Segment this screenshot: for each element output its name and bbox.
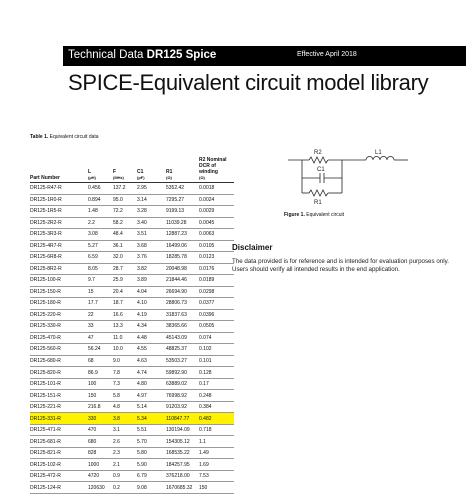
column-header-c1 [137,141,166,183]
cell-f-value: 20.4 [113,286,137,298]
cell-r2-value: 1.1 [199,436,234,448]
cell-r2-value: 1.69 [199,459,234,471]
cell-c1-value: 5.34 [137,413,166,425]
cell-c1-value: 3.28 [137,206,166,218]
table-row [30,401,234,413]
cell-f-value: 2.1 [113,459,137,471]
cell-f-value: 10.0 [113,344,137,356]
column-header-r2 [199,141,234,183]
cell-f-value: 0.9 [113,470,137,482]
cell-c1-value: 4.48 [137,332,166,344]
table-row [30,321,234,333]
cell-c1-value: 3.40 [137,217,166,229]
cell-f-value: 3.1 [113,424,137,436]
cell-c1-value: 4.80 [137,378,166,390]
cell-r2-value: 0.0045 [199,217,234,229]
disclaimer-title: Disclaimer [232,243,273,252]
cell-part-number: DR125-331-R [30,413,88,425]
cell-part-number: DR125-6R8-R [30,252,88,264]
cell-part-number: DR125-1R0-R [30,194,88,206]
table-row [30,206,234,218]
figure-caption [284,212,344,218]
cell-f-value: 137.2 [113,183,137,195]
cell-part-number: DR125-101-R [30,378,88,390]
cell-r1-value: 45143.09 [166,332,199,344]
cell-c1-value: 4.34 [137,321,166,333]
cell-r2-value: 0.17 [199,378,234,390]
table-row [30,436,234,448]
cell-r2-value: 0.0377 [199,298,234,310]
cell-l-value: 0.894 [88,194,113,206]
table-row [30,378,234,390]
cell-part-number: DR125-1R5-R [30,206,88,218]
column-header-unit: (MHz) [113,175,124,180]
cell-part-number: DR125-2R2-R [30,217,88,229]
cell-r1-value: 31837.63 [166,309,199,321]
cell-r2-value: 0.074 [199,332,234,344]
cell-f-value: 58.2 [113,217,137,229]
table-row [30,447,234,459]
cell-l-value: 828 [88,447,113,459]
cell-c1-value: 5.51 [137,424,166,436]
cell-part-number: DR125-R47-R [30,183,88,195]
cell-r1-value: 1670685.32 [166,482,199,494]
table-row [30,390,234,402]
cell-l-value: 5.27 [88,240,113,252]
table-row [30,252,234,264]
table-row [30,470,234,482]
cell-r2-value: 0.0396 [199,309,234,321]
cell-l-value: 150 [88,390,113,402]
table-row [30,309,234,321]
cell-r1-value: 28806.73 [166,298,199,310]
cell-r2-value: 0.0189 [199,275,234,287]
cell-r2-value: 0.0018 [199,183,234,195]
table-row [30,229,234,241]
cell-l-value: 47 [88,332,113,344]
cell-l-value: 9.7 [88,275,113,287]
cell-l-value: 470 [88,424,113,436]
cell-part-number: DR125-471-R [30,424,88,436]
disclaimer-text: The data provided is for reference and is intended for evaluation purposes only. Users should verify all intended results in the end application. [232,258,449,273]
table-caption-text: Equivalent circuit data [48,134,99,140]
column-header-l [88,141,113,183]
cell-c1-value: 3.68 [137,240,166,252]
table-row [30,194,234,206]
cell-f-value: 18.7 [113,298,137,310]
l1-inductor-symbol [366,157,394,161]
cell-part-number: DR125-151-R [30,390,88,402]
cell-r1-value: 376218.00 [166,470,199,482]
cell-part-number: DR125-8R2-R [30,263,88,275]
c1-label: C1 [317,167,325,173]
cell-r1-value: 59892.90 [166,367,199,379]
cell-f-value: 2.3 [113,447,137,459]
r2-label: R2 [314,150,322,156]
cell-r2-value: 0.248 [199,390,234,402]
cell-r2-value: 0.0123 [199,252,234,264]
table-row [30,332,234,344]
cell-l-value: 0.456 [88,183,113,195]
cell-f-value: 13.3 [113,321,137,333]
column-header-r1 [166,141,199,183]
cell-c1-value: 4.63 [137,355,166,367]
cell-l-value: 2.2 [88,217,113,229]
cell-r2-value: 0.718 [199,424,234,436]
cell-part-number: DR125-102-R [30,459,88,471]
cell-part-number: DR125-221-R [30,401,88,413]
cell-r2-value: 0.128 [199,367,234,379]
cell-c1-value: 5.80 [137,447,166,459]
cell-r1-value: 9199.13 [166,206,199,218]
cell-r2-value: 0.0176 [199,263,234,275]
table-row [30,286,234,298]
column-header-text: Part Number [30,175,61,181]
cell-f-value: 28.7 [113,263,137,275]
cell-r1-value: 63889.02 [166,378,199,390]
cell-c1-value: 5.90 [137,459,166,471]
cell-c1-value: 4.10 [137,298,166,310]
table-row [30,424,234,436]
table-caption [30,134,99,140]
cell-l-value: 330 [88,413,113,425]
column-header-text: L [88,169,92,175]
cell-part-number: DR125-4R7-R [30,240,88,252]
header-title [68,49,216,61]
table-header-row [30,141,234,183]
header-label: Technical Data [68,49,144,61]
cell-c1-value: 5.70 [137,436,166,448]
cell-r2-value: 0.0298 [199,286,234,298]
cell-r1-value: 168535.22 [166,447,199,459]
cell-c1-value: 3.89 [137,275,166,287]
table-row [30,298,234,310]
cell-l-value: 4720 [88,470,113,482]
equivalent-circuit-table [30,141,234,494]
cell-r1-value: 38365.66 [166,321,199,333]
table-row [30,367,234,379]
cell-l-value: 86.9 [88,367,113,379]
cell-part-number: DR125-681-R [30,436,88,448]
cell-r2-value: 0.102 [199,344,234,356]
cell-part-number: DR125-470-R [30,332,88,344]
table-row [30,413,234,425]
cell-r2-value: 0.101 [199,355,234,367]
table-body [30,183,234,494]
cell-l-value: 680 [88,436,113,448]
cell-c1-value: 9.08 [137,482,166,494]
cell-l-value: 1.48 [88,206,113,218]
table-row [30,217,234,229]
cell-part-number: DR125-180-R [30,298,88,310]
table-caption-number: Table 1. [30,134,49,140]
table-row [30,183,234,195]
cell-f-value: 72.2 [113,206,137,218]
cell-r2-value: 0.0105 [199,240,234,252]
cell-r1-value: 5352.42 [166,183,199,195]
table-row [30,275,234,287]
r2-resistor-symbol [309,157,328,163]
column-header-unit: (Ω) [166,175,172,180]
cell-f-value: 25.9 [113,275,137,287]
cell-r2-value: 0.0024 [199,194,234,206]
column-header-text: R1 [166,169,173,175]
figure-caption-number: Figure 1. [284,212,305,218]
cell-r1-value: 20048.98 [166,263,199,275]
cell-r2-value: 0.482 [199,413,234,425]
table-row [30,263,234,275]
cell-c1-value: 3.14 [137,194,166,206]
cell-l-value: 120630 [88,482,113,494]
cell-l-value: 22 [88,309,113,321]
cell-c1-value: 4.55 [137,344,166,356]
cell-c1-value: 3.51 [137,229,166,241]
r1-resistor-symbol [309,190,328,196]
cell-part-number: DR125-100-R [30,275,88,287]
page-title: SPICE-Equivalent circuit model library [68,70,429,95]
cell-f-value: 5.8 [113,390,137,402]
cell-f-value: 3.8 [113,413,137,425]
cell-r1-value: 91203.92 [166,401,199,413]
cell-part-number: DR125-220-R [30,309,88,321]
cell-r2-value: 0.0063 [199,229,234,241]
column-header-part-number [30,141,88,183]
cell-f-value: 95.0 [113,194,137,206]
cell-f-value: 11.0 [113,332,137,344]
r1-label: R1 [314,200,322,206]
cell-f-value: 4.8 [113,401,137,413]
cell-r2-value: 1.49 [199,447,234,459]
cell-l-value: 6.59 [88,252,113,264]
cell-r1-value: 11039.28 [166,217,199,229]
cell-f-value: 16.6 [113,309,137,321]
cell-r1-value: 130194.09 [166,424,199,436]
cell-part-number: DR125-560-R [30,344,88,356]
cell-c1-value: 3.82 [137,263,166,275]
cell-l-value: 56.24 [88,344,113,356]
header-product: DR125 Spice [146,49,217,61]
cell-r1-value: 21844.46 [166,275,199,287]
cell-r1-value: 53503.27 [166,355,199,367]
cell-l-value: 17.7 [88,298,113,310]
cell-r1-value: 76998.92 [166,390,199,402]
cell-part-number: DR125-821-R [30,447,88,459]
cell-part-number: DR125-3R3-R [30,229,88,241]
cell-r2-value: 0.384 [199,401,234,413]
column-header-text: F [113,169,117,175]
cell-c1-value: 4.19 [137,309,166,321]
cell-r1-value: 16499.06 [166,240,199,252]
cell-r1-value: 12887.23 [166,229,199,241]
cell-part-number: DR125-124-R [30,482,88,494]
cell-f-value: 2.6 [113,436,137,448]
cell-c1-value: 4.97 [137,390,166,402]
cell-f-value: 7.8 [113,367,137,379]
cell-r1-value: 18285.78 [166,252,199,264]
cell-c1-value: 2.95 [137,183,166,195]
header-bar [63,46,466,66]
cell-l-value: 68 [88,355,113,367]
cell-l-value: 216.8 [88,401,113,413]
cell-c1-value: 3.76 [137,252,166,264]
cell-f-value: 7.3 [113,378,137,390]
cell-f-value: 0.2 [113,482,137,494]
cell-l-value: 8.05 [88,263,113,275]
cell-c1-value: 4.04 [137,286,166,298]
cell-r1-value: 110847.77 [166,413,199,425]
cell-l-value: 1000 [88,459,113,471]
cell-part-number: DR125-820-R [30,367,88,379]
cell-l-value: 15 [88,286,113,298]
figure-caption-text: Equivalent circuit [304,212,345,218]
cell-c1-value: 4.74 [137,367,166,379]
cell-r1-value: 154305.12 [166,436,199,448]
table-row [30,344,234,356]
column-header-text: C1 [137,169,144,175]
column-header-unit: (µH) [88,175,96,180]
cell-part-number: DR125-680-R [30,355,88,367]
cell-l-value: 3.08 [88,229,113,241]
cell-r1-value: 48825.37 [166,344,199,356]
table-row [30,482,234,494]
cell-c1-value: 6.79 [137,470,166,482]
equivalent-circuit-diagram [280,145,430,207]
cell-r2-value: 150 [199,482,234,494]
table-row [30,459,234,471]
cell-c1-value: 5.14 [137,401,166,413]
cell-r1-value: 7295.27 [166,194,199,206]
cell-l-value: 33 [88,321,113,333]
cell-part-number: DR125-472-R [30,470,88,482]
cell-part-number: DR125-330-R [30,321,88,333]
cell-r2-value: 7.53 [199,470,234,482]
l1-label: L1 [375,150,382,156]
cell-l-value: 100 [88,378,113,390]
table-row [30,240,234,252]
column-header-unit: (Ω) [199,175,205,180]
cell-r1-value: 184257.95 [166,459,199,471]
cell-r2-value: 0.0029 [199,206,234,218]
cell-f-value: 36.1 [113,240,137,252]
cell-f-value: 9.0 [113,355,137,367]
table-row [30,355,234,367]
cell-part-number: DR125-150-R [30,286,88,298]
cell-f-value: 32.0 [113,252,137,264]
column-header-unit: (pF) [137,175,145,180]
cell-f-value: 48.4 [113,229,137,241]
cell-r1-value: 26694.90 [166,286,199,298]
effective-date: Effective April 2018 [297,51,357,58]
column-header-f [113,141,137,183]
column-header-text: R2 Nominal DCR of winding [199,157,227,175]
cell-r2-value: 0.0505 [199,321,234,333]
